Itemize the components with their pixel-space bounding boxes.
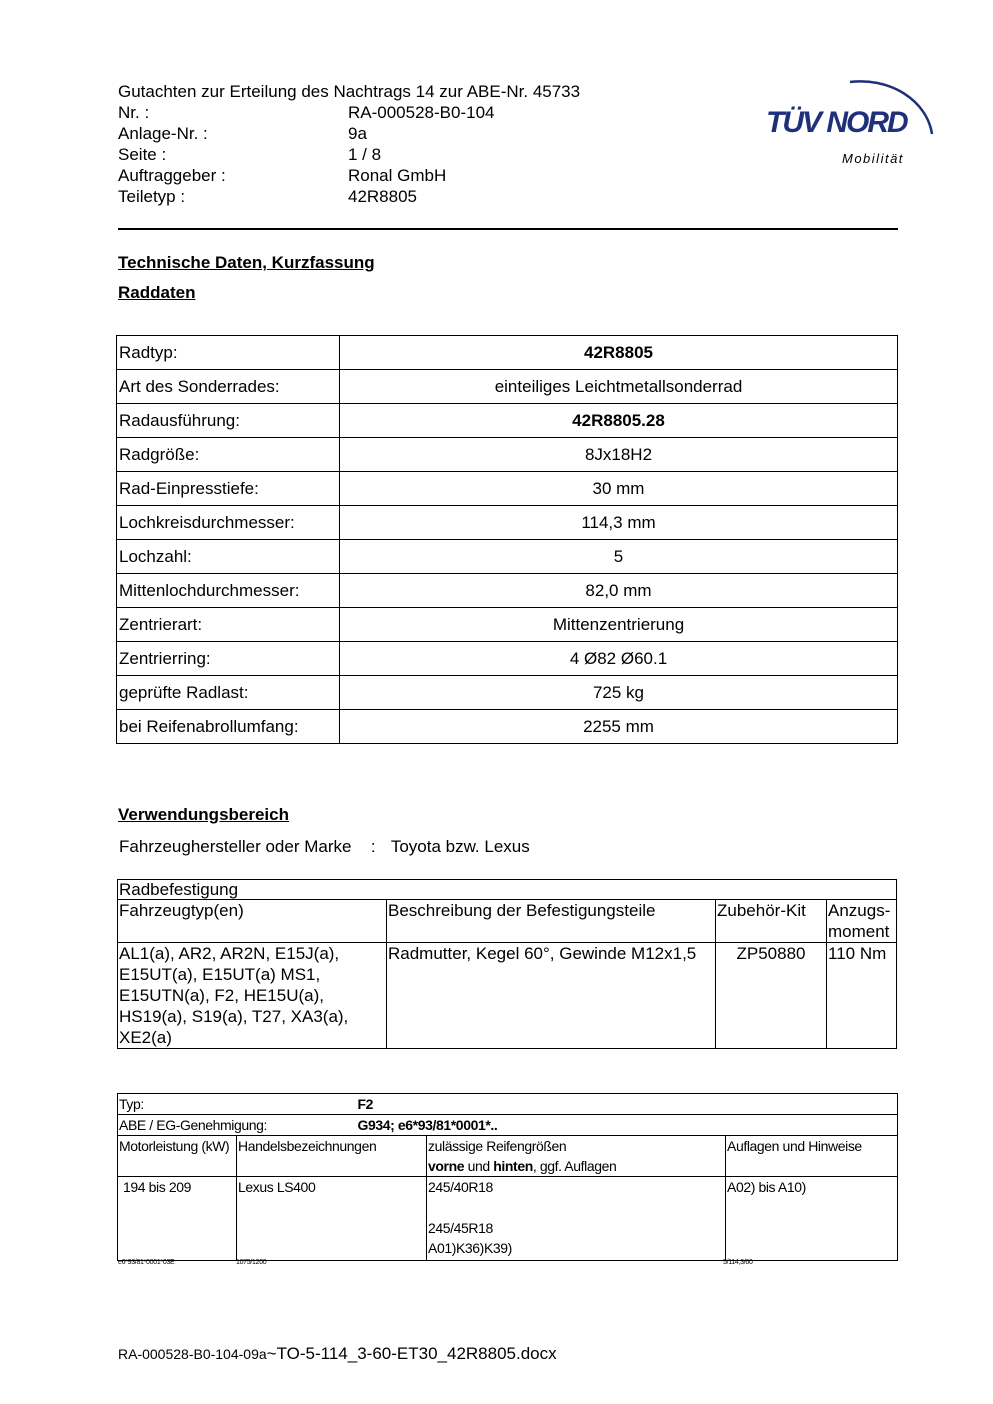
- wheel-data-value: 725 kg: [340, 676, 898, 710]
- header-reifen-vorne: vorne: [428, 1158, 465, 1174]
- abe-value: G934; e6*93/81*0001*..: [357, 1117, 498, 1133]
- wheel-data-row: [117, 404, 898, 438]
- wheel-data-value: einteiliges Leichtmetallsonderrad: [340, 370, 898, 404]
- wheel-data-table: [116, 335, 898, 744]
- mounting-cell-types: AL1(a), AR2, AR2N, E15J(a), E15UT(a), E15UT(a) MS1, E15UTN(a), F2, HE15U(a), HS19(a), S19(a), T27, XA3(a), XE2(a): [118, 943, 387, 1049]
- mounting-header-types: Fahrzeugtyp(en): [118, 900, 387, 943]
- wheel-data-label: Mittenlochdurchmesser:: [117, 574, 340, 608]
- header-reifen-rest: , ggf. Auflagen: [532, 1158, 617, 1174]
- wheel-data-row: [117, 574, 898, 608]
- typ-label-cell: [118, 1094, 427, 1115]
- wheel-data-label: Art des Sonderrades:: [117, 370, 340, 404]
- header-value-teiletyp: 42R8805: [348, 187, 418, 206]
- footnote-approval: e6*93/81*0001*03E: [118, 1259, 175, 1266]
- section-heading-tech: Technische Daten, Kurzfassung: [118, 253, 375, 272]
- mounting-cell-desc: Radmutter, Kegel 60°, Gewinde M12x1,5: [387, 943, 716, 1049]
- wheel-data-value: 4 Ø82 Ø60.1: [340, 642, 898, 676]
- header-label-seite: Seite :: [118, 145, 167, 164]
- wheel-data-row: [117, 676, 898, 710]
- tuv-nord-logo: [762, 56, 942, 172]
- typ-value: F2: [357, 1096, 374, 1112]
- vehicle-type-table: [117, 1093, 898, 1261]
- typ-value-cell: [357, 1094, 898, 1115]
- manufacturer-label: Fahrzeughersteller oder Marke: [119, 837, 352, 856]
- typ-label: Typ:: [119, 1096, 144, 1112]
- wheel-data-row: [117, 336, 898, 370]
- mounting-table: [117, 879, 897, 1049]
- wheel-data-row: [117, 438, 898, 472]
- wheel-data-label: Zentrierring:: [117, 642, 340, 676]
- mounting-title: Radbefestigung: [118, 880, 897, 900]
- wheel-data-row: [117, 472, 898, 506]
- document-footer: [118, 1344, 557, 1364]
- wheel-data-row: [117, 370, 898, 404]
- section-heading-verwendung: Verwendungsbereich: [118, 805, 289, 824]
- header-label-teiletyp: Teiletyp :: [118, 187, 186, 206]
- tire-size-2: 245/45R18: [428, 1220, 493, 1236]
- wheel-data-label: Lochkreisdurchmesser:: [117, 506, 340, 540]
- cell-auflagen: A02) bis A10): [726, 1177, 898, 1261]
- manufacturer-line: [119, 837, 530, 857]
- wheel-data-value: 42R8805: [340, 336, 898, 370]
- wheel-data-label: Zentrierart:: [117, 608, 340, 642]
- mounting-header-desc: Beschreibung der Befestigungsteile: [387, 900, 716, 943]
- wheel-data-value: 8Jx18H2: [340, 438, 898, 472]
- header-motor: Motorleistung (kW): [118, 1136, 237, 1177]
- wheel-data-value: 30 mm: [340, 472, 898, 506]
- wheel-data-label: bei Reifenabrollumfang:: [117, 710, 340, 744]
- header-value-nr: RA-000528-B0-104: [348, 103, 495, 122]
- document-title: Gutachten zur Erteilung des Nachtrags 14 zur ABE-Nr. 45733: [118, 82, 581, 101]
- header-value-seite: 1 / 8: [348, 145, 382, 164]
- header-reifen-und: und: [464, 1158, 494, 1174]
- wheel-data-value: 5: [340, 540, 898, 574]
- wheel-data-label: Radgröße:: [117, 438, 340, 472]
- wheel-data-value: 114,3 mm: [340, 506, 898, 540]
- header-label-auftraggeber: Auftraggeber :: [118, 166, 226, 185]
- wheel-data-label: Radausführung:: [117, 404, 340, 438]
- wheel-data-label: Radtyp:: [117, 336, 340, 370]
- wheel-data-label: Lochzahl:: [117, 540, 340, 574]
- wheel-data-value: 2255 mm: [340, 710, 898, 744]
- abe-label: ABE / EG-Genehmigung:: [119, 1117, 268, 1133]
- mounting-cell-torque: 110 Nm: [827, 943, 897, 1049]
- mounting-cell-kit: ZP50880: [716, 943, 827, 1049]
- manufacturer-separator: :: [370, 837, 376, 856]
- cell-motor: 194 bis 209: [118, 1177, 237, 1261]
- wheel-data-row: [117, 540, 898, 574]
- logo-subtitle: Mobilität: [842, 151, 904, 166]
- footer-part1: RA-000528-B0-104-09a: [118, 1346, 267, 1362]
- header-reifen: [427, 1136, 726, 1177]
- header-label-nr: Nr. :: [118, 103, 150, 122]
- header-value-anlage: 9a: [348, 124, 367, 143]
- header-divider: [118, 228, 898, 230]
- wheel-data-label: Rad-Einpresstiefe:: [117, 472, 340, 506]
- footnote-weight: 1075/1200: [236, 1259, 267, 1266]
- logo-brand: TÜV NORD: [766, 106, 907, 139]
- mounting-header-torque: Anzugs- moment: [827, 900, 897, 943]
- mounting-header-kit: Zubehör-Kit: [716, 900, 827, 943]
- wheel-data-row: [117, 506, 898, 540]
- wheel-data-value: Mittenzentrierung: [340, 608, 898, 642]
- header-auflagen: Auflagen und Hinweise: [726, 1136, 898, 1177]
- header-reifen-line1: zulässige Reifengrößen: [428, 1138, 567, 1154]
- manufacturer-value: Toyota bzw. Lexus: [390, 837, 530, 856]
- cell-handel: Lexus LS400: [237, 1177, 427, 1261]
- header-handel: Handelsbezeichnungen: [237, 1136, 427, 1177]
- cell-reifen: [427, 1177, 726, 1261]
- footer-part2: ~TO-5-114_3-60-ET30_42R8805.docx: [266, 1344, 557, 1363]
- tire-size-2-note: A01)K36)K39): [428, 1240, 512, 1256]
- wheel-data-row: [117, 608, 898, 642]
- wheel-data-row: [117, 642, 898, 676]
- header-label-anlage: Anlage-Nr. :: [118, 124, 208, 143]
- wheel-data-value: 42R8805.28: [340, 404, 898, 438]
- footnote-bolt-pattern: 5/114,3/60: [723, 1259, 753, 1266]
- wheel-data-label: geprüfte Radlast:: [117, 676, 340, 710]
- header-value-auftraggeber: Ronal GmbH: [348, 166, 447, 185]
- header-reifen-hinten: hinten: [493, 1158, 533, 1174]
- section-heading-raddaten: Raddaten: [118, 283, 196, 302]
- abe-value-cell: [357, 1115, 898, 1136]
- wheel-data-row: [117, 710, 898, 744]
- tire-size-1: 245/40R18: [428, 1179, 493, 1195]
- wheel-data-value: 82,0 mm: [340, 574, 898, 608]
